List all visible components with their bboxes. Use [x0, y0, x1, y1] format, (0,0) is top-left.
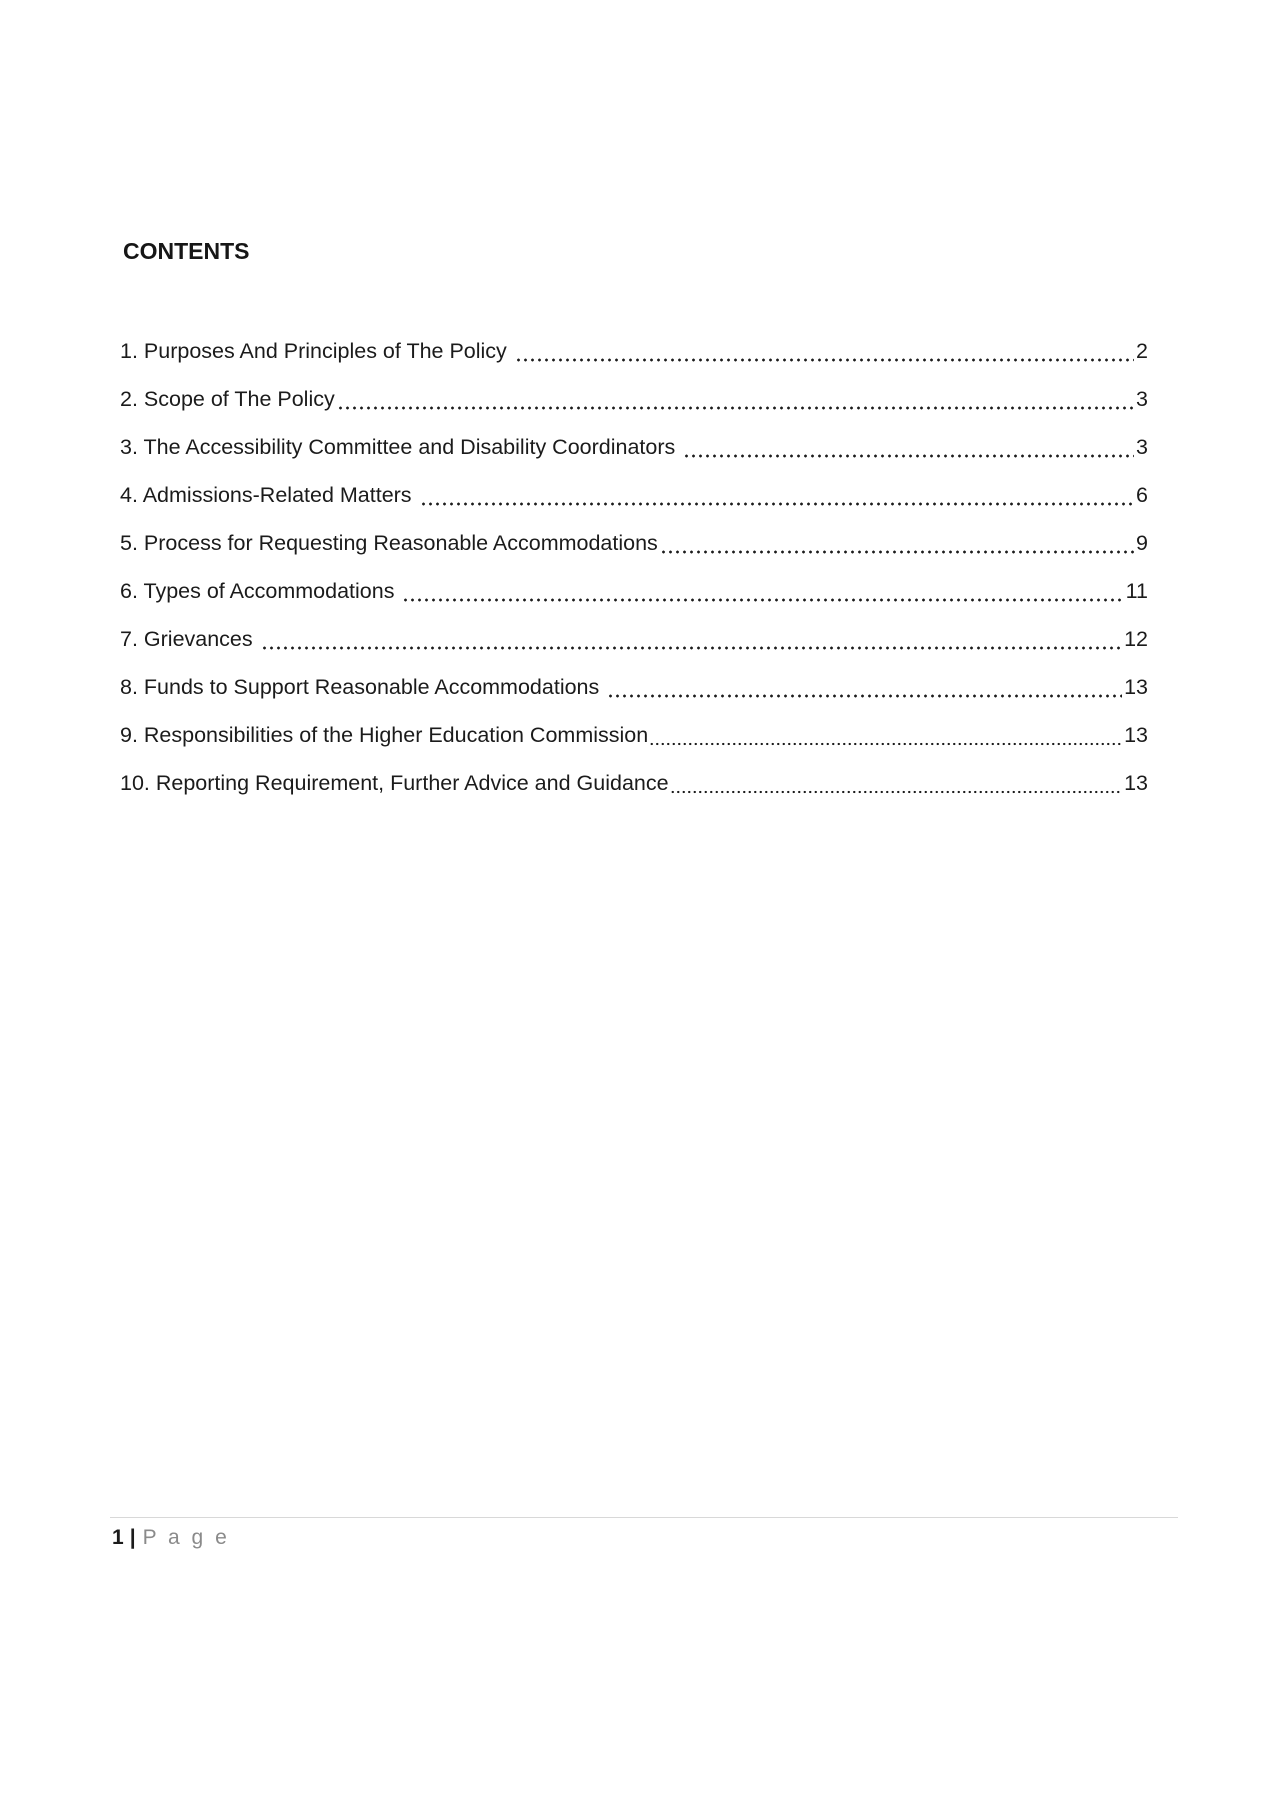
dot-leader [605, 663, 1122, 711]
toc-entry-label: 9. Responsibilities of the Higher Education Commission [120, 722, 649, 747]
toc-entry-label: 10. Reporting Requirement, Further Advice and Guidance [120, 770, 669, 795]
toc-entry-page-number: 13 [1124, 674, 1148, 699]
toc-entry-5[interactable] [120, 519, 1148, 567]
toc-entry-label: 7. Grievances [120, 626, 259, 651]
toc-entry-10[interactable] [120, 759, 1148, 807]
toc-entry-page-number: 2 [1136, 338, 1148, 363]
toc-entry-page-number: 9 [1136, 530, 1148, 555]
toc-entry-label: 2. Scope of The Policy [120, 386, 335, 411]
footer-page-word: P a g e [142, 1526, 230, 1549]
toc-entry-label: 1. Purposes And Principles of The Policy [120, 338, 513, 363]
footer-separator: | [129, 1526, 136, 1549]
footer-divider [110, 1517, 1178, 1518]
toc-entry-8[interactable] [120, 663, 1148, 711]
page-footer [112, 1526, 230, 1550]
toc-entry-2[interactable] [120, 375, 1148, 423]
dot-leader [513, 327, 1134, 375]
toc-entry-label: 4. Admissions-Related Matters [120, 482, 418, 507]
dot-leader [400, 567, 1123, 615]
footer-page-number: 1 [112, 1526, 124, 1549]
toc-entry-page-number: 12 [1124, 626, 1148, 651]
dot-leader [658, 519, 1134, 567]
toc-entry-9[interactable] [120, 711, 1148, 759]
toc-entry-4[interactable] [120, 471, 1148, 519]
dot-leader [681, 423, 1134, 471]
toc-entry-3[interactable] [120, 423, 1148, 471]
toc-entry-page-number: 13 [1124, 722, 1148, 747]
toc-entry-label: 3. The Accessibility Committee and Disability Coordinators [120, 434, 682, 459]
dot-leader [335, 375, 1134, 423]
toc-entry-page-number: 6 [1136, 482, 1148, 507]
dot-leader [259, 615, 1122, 663]
toc-entry-page-number: 13 [1124, 770, 1148, 795]
toc-entry-6[interactable] [120, 567, 1148, 615]
toc-entry-label: 6. Types of Accommodations [120, 578, 401, 603]
contents-heading: CONTENTS [123, 238, 250, 264]
toc-entry-label: 8. Funds to Support Reasonable Accommodations [120, 674, 606, 699]
dot-leader [669, 759, 1123, 807]
dot-leader [648, 711, 1122, 759]
toc-entry-label: 5. Process for Requesting Reasonable Accommodations [120, 530, 658, 555]
toc-entry-7[interactable] [120, 615, 1148, 663]
dot-leader [418, 471, 1134, 519]
toc-entry-page-number: 11 [1125, 578, 1148, 603]
table-of-contents [120, 327, 1148, 807]
toc-entry-page-number: 3 [1136, 434, 1148, 459]
toc-entry-1[interactable] [120, 327, 1148, 375]
toc-entry-page-number: 3 [1136, 386, 1148, 411]
